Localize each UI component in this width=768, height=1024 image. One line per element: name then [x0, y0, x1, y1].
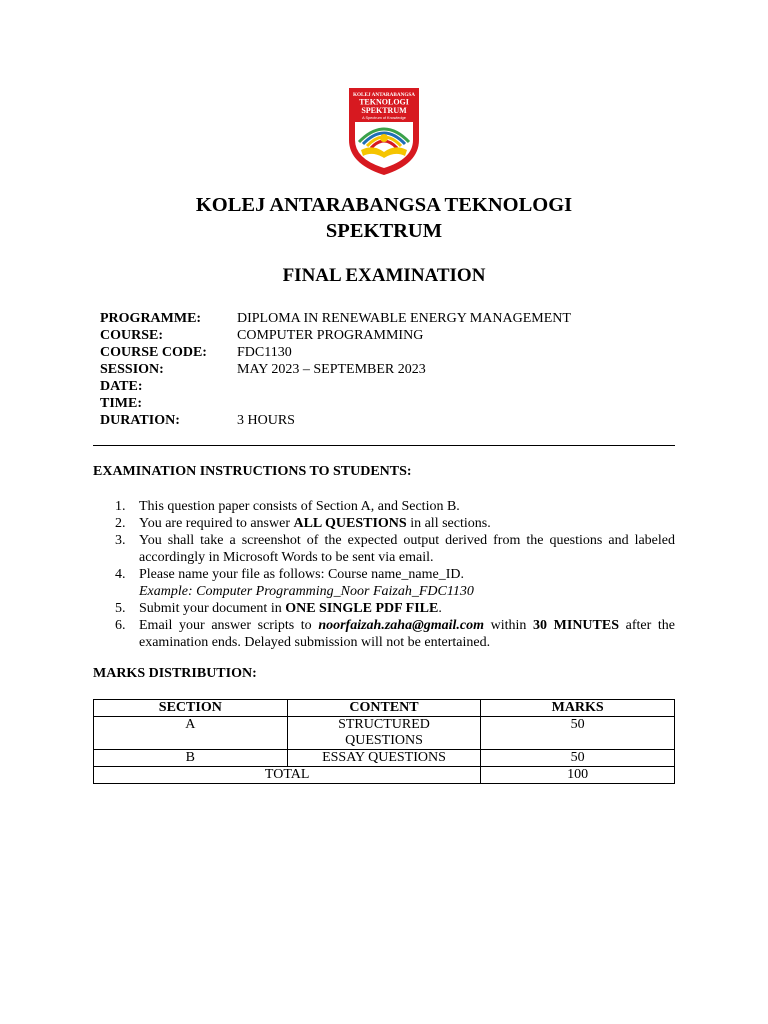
cell-section: A [94, 717, 288, 750]
instruction-text-pre: You are required to answer [139, 516, 294, 531]
table-row [94, 717, 675, 750]
instruction-emphasis: 30 MINUTES [533, 618, 619, 633]
cell-section: B [94, 750, 288, 767]
instruction-text: You shall take a screenshot of the expected output derived from the questions and labeled accordingly in Microsoft Words to be sent via email. [139, 533, 675, 565]
instruction-emphasis: ONE SINGLE PDF FILE [285, 601, 439, 616]
institution-name-line1: KOLEJ ANTARABANGSA TEKNOLOGI [195, 194, 573, 216]
info-label: SESSION: [100, 362, 164, 377]
info-label: COURSE CODE: [100, 345, 207, 360]
instructions-heading: EXAMINATION INSTRUCTIONS TO STUDENTS: [93, 464, 412, 479]
instruction-number: 1. [115, 499, 126, 514]
instruction-text-post: in all sections. [406, 516, 491, 531]
instruction-text-mid: within [484, 618, 534, 633]
instructions-list [93, 498, 675, 651]
info-value: DIPLOMA IN RENEWABLE ENERGY MANAGEMENT [237, 311, 571, 326]
instruction-item [93, 617, 675, 651]
college-logo [347, 86, 421, 176]
filename-example: Example: Computer Programming_Noor Faizah_FDC1130 [139, 584, 474, 599]
total-value: 100 [481, 767, 675, 784]
cell-content: ESSAY QUESTIONS [287, 750, 481, 767]
instruction-item [93, 600, 675, 617]
instruction-item [93, 498, 675, 515]
instruction-emphasis: ALL QUESTIONS [293, 516, 407, 531]
info-value: MAY 2023 – SEPTEMBER 2023 [237, 362, 426, 377]
info-label: PROGRAMME: [100, 311, 202, 326]
exam-title: FINAL EXAMINATION [282, 265, 486, 286]
instruction-text-pre: Submit your document in [139, 601, 286, 616]
content-line: STRUCTURED [338, 717, 430, 732]
info-label: DATE: [100, 379, 143, 394]
header-marks: MARKS [481, 700, 675, 717]
svg-text:A Spectrum of Knowledge: A Spectrum of Knowledge [362, 116, 406, 120]
cell-marks: 50 [481, 750, 675, 767]
svg-text:KOLEJ ANTARABANGSA: KOLEJ ANTARABANGSA [352, 92, 416, 98]
institution-name [0, 192, 768, 244]
info-label: TIME: [100, 396, 142, 411]
instruction-text-post: . [438, 601, 442, 616]
info-value: 3 HOURS [237, 413, 295, 428]
instruction-number: 2. [115, 516, 126, 531]
info-value: FDC1130 [237, 345, 292, 360]
info-value: COMPUTER PROGRAMMING [237, 328, 424, 343]
instruction-item [93, 566, 675, 600]
instruction-item [93, 532, 675, 566]
table-header-row [94, 700, 675, 717]
instruction-text: This question paper consists of Section A, and Section B. [139, 499, 460, 514]
instruction-text-post: after the examination ends. Delayed submission will not be entertained. [139, 618, 675, 650]
cell-content [287, 717, 481, 750]
email-address: noorfaizah.zaha@gmail.com [318, 618, 484, 633]
svg-text:SPEKTRUM: SPEKTRUM [361, 106, 407, 115]
instruction-text: Please name your file as follows: Course name_name_ID. [139, 567, 465, 582]
instruction-number: 3. [115, 533, 126, 548]
instruction-number: 6. [115, 618, 126, 633]
content-line: QUESTIONS [345, 733, 423, 748]
instruction-number: 5. [115, 601, 126, 616]
instruction-text-pre: Email your answer scripts to [139, 618, 319, 633]
info-label: DURATION: [100, 413, 180, 428]
table-row [94, 750, 675, 767]
institution-name-line2: SPEKTRUM [325, 220, 443, 242]
marks-table [93, 699, 675, 784]
cell-marks: 50 [481, 717, 675, 750]
header-content: CONTENT [287, 700, 481, 717]
total-label: TOTAL [94, 767, 481, 784]
horizontal-divider [93, 445, 675, 446]
header-section: SECTION [94, 700, 288, 717]
instruction-item [93, 515, 675, 532]
svg-text:TEKNOLOGI: TEKNOLOGI [359, 97, 409, 107]
college-crest-icon [347, 86, 421, 176]
info-label: COURSE: [100, 328, 164, 343]
instruction-number: 4. [115, 567, 126, 582]
marks-heading: MARKS DISTRIBUTION: [93, 666, 257, 681]
total-row [94, 767, 675, 784]
